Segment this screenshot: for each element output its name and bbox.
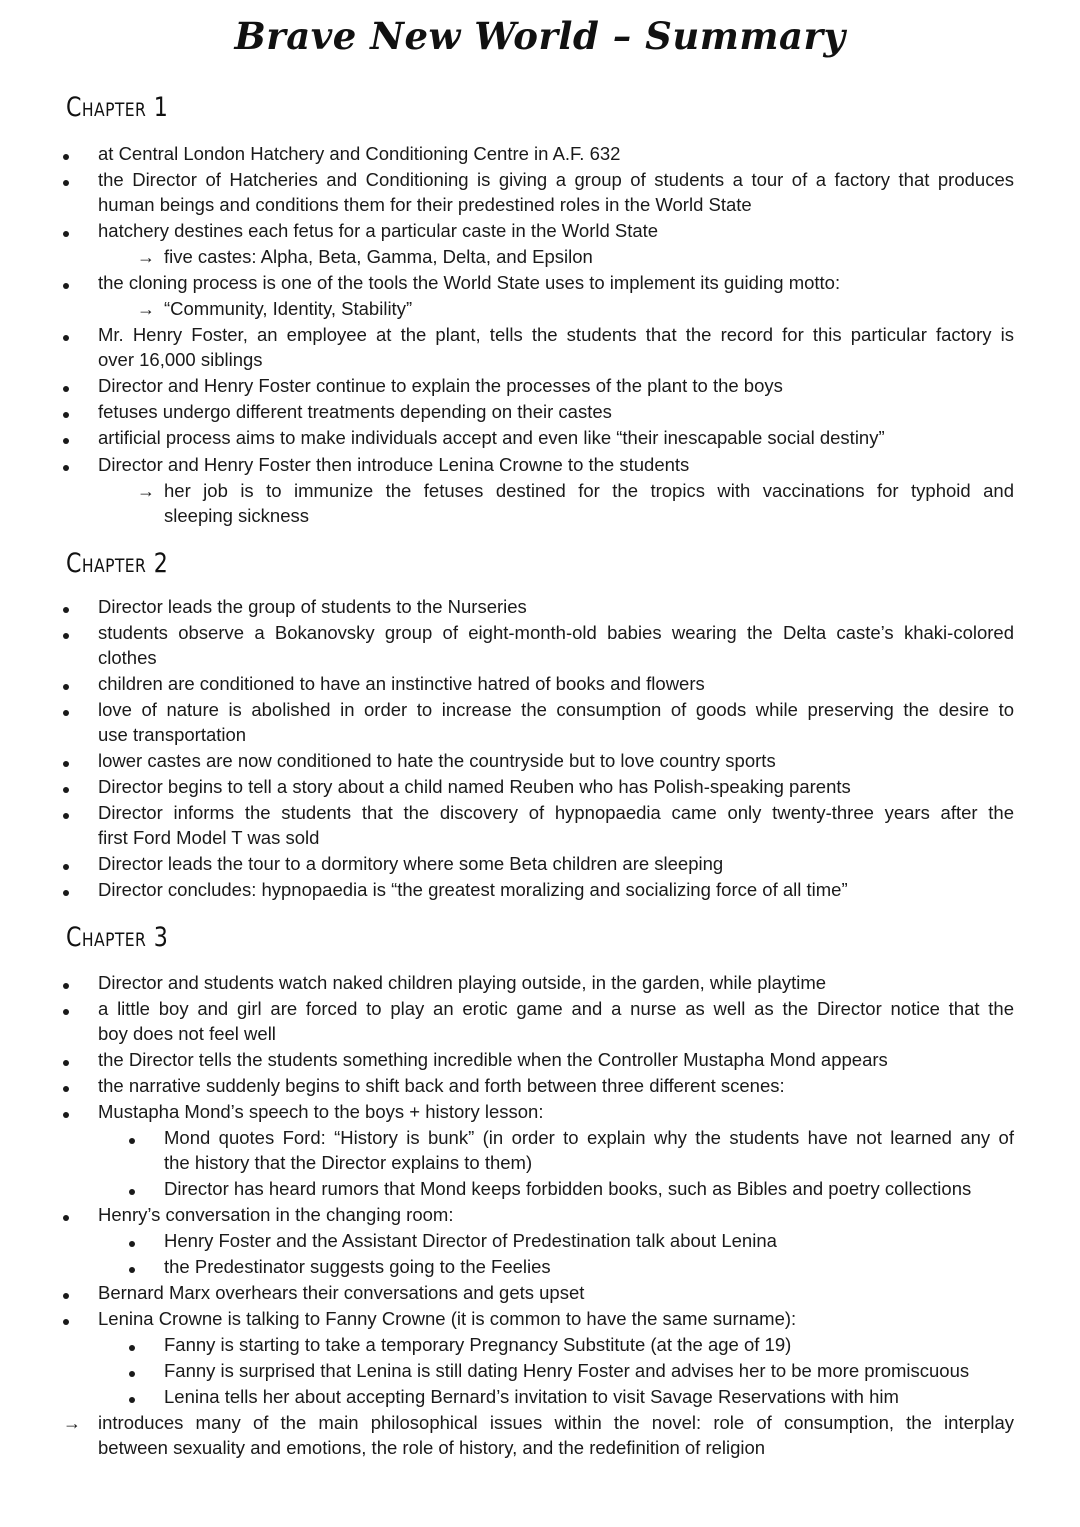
bullet	[63, 270, 69, 296]
list-item: fetuses undergo different treatments depending on their castes	[98, 401, 612, 422]
arrow-right-icon: →	[63, 1413, 81, 1433]
sub-bullet	[129, 1176, 135, 1202]
list-item: love of nature is abolished in order to increase the consumption of goods while preserving the desire to	[98, 699, 1014, 720]
list-item: lower castes are now conditioned to hate the countryside but to love country sports	[98, 750, 776, 771]
bullet	[63, 774, 69, 800]
list-item: the narrative suddenly begins to shift back and forth between three different scenes:	[98, 1075, 785, 1096]
chapter-heading: Chapter 1	[66, 92, 169, 123]
bullet	[63, 452, 69, 478]
bullet	[63, 218, 69, 244]
sub-list-item: “Community, Identity, Stability”	[164, 298, 413, 319]
list-item: Mustapha Mond’s speech to the boys + history lesson:	[98, 1101, 544, 1122]
bullet	[63, 877, 69, 903]
sub-list-item: the Predestinator suggests going to the Feelies	[164, 1256, 551, 1277]
list-item-continuation: boy does not feel well	[98, 1023, 276, 1044]
list-item-continuation: over 16,000 siblings	[98, 349, 263, 370]
sub-list-item: Fanny is starting to take a temporary Pregnancy Substitute (at the age of 19)	[164, 1334, 792, 1355]
bullet	[63, 970, 69, 996]
list-item: Director leads the tour to a dormitory where some Beta children are sleeping	[98, 853, 724, 874]
bullet	[63, 800, 69, 826]
list-item: Director and students watch naked children playing outside, in the garden, while playtime	[98, 972, 827, 993]
list-item: Lenina Crowne is talking to Fanny Crowne (it is common to have the same surname):	[98, 1308, 797, 1329]
list-item: the Director tells the students something incredible when the Controller Mustapha Mond appears	[98, 1049, 888, 1070]
list-item: Director begins to tell a story about a child named Reuben who has Polish-speaking parents	[98, 776, 851, 797]
list-item: at Central London Hatchery and Conditioning Centre in A.F. 632	[98, 143, 621, 164]
bullet	[63, 1047, 69, 1073]
arrow-right-icon: →	[137, 247, 155, 267]
list-item-continuation: clothes	[98, 647, 157, 668]
bullet	[63, 851, 69, 877]
list-item: students observe a Bokanovsky group of eight-month-old babies wearing the Delta caste’s khaki-colored	[98, 622, 1014, 643]
list-item: Bernard Marx overhears their conversations and gets upset	[98, 1282, 585, 1303]
sub-list-item: Henry Foster and the Assistant Director of Predestination talk about Lenina	[164, 1230, 777, 1251]
conclusion-item-continuation: between sexuality and emotions, the role of history, and the redefinition of religion	[98, 1437, 766, 1458]
bullet	[63, 399, 69, 425]
arrow-right-icon: →	[137, 299, 155, 319]
sub-list-item: Fanny is surprised that Lenina is still dating Henry Foster and advises her to be more promiscuous	[164, 1360, 970, 1381]
list-item-continuation: first Ford Model T was sold	[98, 827, 320, 848]
list-item: Director concludes: hypnopaedia is “the greatest moralizing and socializing force of all time”	[98, 879, 848, 900]
bullet	[63, 322, 69, 348]
bullet	[63, 996, 69, 1022]
bullet	[63, 167, 69, 193]
sub-bullet	[129, 1358, 135, 1384]
sub-list-item-continuation: sleeping sickness	[164, 505, 309, 526]
sub-list-item: Lenina tells her about accepting Bernard’s invitation to visit Savage Reservations with him	[164, 1386, 899, 1407]
list-item: Director and Henry Foster continue to explain the processes of the plant to the boys	[98, 375, 783, 396]
bullet	[63, 620, 69, 646]
sub-bullet	[129, 1125, 135, 1151]
chapter-heading: Chapter 3	[66, 922, 169, 953]
bullet	[63, 697, 69, 723]
bullet	[63, 373, 69, 399]
list-item: the cloning process is one of the tools the World State uses to implement its guiding motto:	[98, 272, 841, 293]
list-item-continuation: use transportation	[98, 724, 247, 745]
list-item: artificial process aims to make individuals accept and even like “their inescapable social destiny”	[98, 427, 885, 448]
sub-bullet	[129, 1384, 135, 1410]
sub-list-item: five castes: Alpha, Beta, Gamma, Delta, and Epsilon	[164, 246, 593, 267]
list-item-continuation: human beings and conditions them for their predestined roles in the World State	[98, 194, 752, 215]
list-item: the Director of Hatcheries and Conditioning is giving a group of students a tour of a factory that produces	[98, 169, 1014, 190]
bullet	[63, 748, 69, 774]
conclusion-item: introduces many of the main philosophical issues within the novel: role of consumption, the interplay	[98, 1412, 1014, 1433]
sub-bullet	[129, 1332, 135, 1358]
bullet	[63, 141, 69, 167]
list-item: a little boy and girl are forced to play an erotic game and a nurse as well as the Director notice that the	[98, 998, 1014, 1019]
document-title: Brave New World – Summary	[234, 14, 846, 58]
list-item: Director and Henry Foster then introduce Lenina Crowne to the students	[98, 454, 690, 475]
chapter-heading: Chapter 2	[66, 548, 169, 579]
arrow-right-icon: →	[137, 481, 155, 501]
sub-bullet	[129, 1228, 135, 1254]
list-item: Director informs the students that the discovery of hypnopaedia came only twenty-three years after the	[98, 802, 1014, 823]
list-item: hatchery destines each fetus for a particular caste in the World State	[98, 220, 659, 241]
bullet	[63, 594, 69, 620]
sub-list-item: Mond quotes Ford: “History is bunk” (in order to explain why the students have not learned any of	[164, 1127, 1014, 1148]
bullet	[63, 1202, 69, 1228]
list-item: Director leads the group of students to the Nurseries	[98, 596, 527, 617]
list-item: Henry’s conversation in the changing room:	[98, 1204, 454, 1225]
bullet	[63, 425, 69, 451]
bullet	[63, 671, 69, 697]
bullet	[63, 1306, 69, 1332]
sub-bullet	[129, 1254, 135, 1280]
sub-list-item: her job is to immunize the fetuses destined for the tropics with vaccinations for typhoid and	[164, 480, 1014, 501]
bullet	[63, 1280, 69, 1306]
sub-list-item-continuation: the history that the Director explains to them)	[164, 1152, 533, 1173]
bullet	[63, 1099, 69, 1125]
list-item: Mr. Henry Foster, an employee at the plant, tells the students that the record for this particular factory is	[98, 324, 1014, 345]
sub-list-item: Director has heard rumors that Mond keeps forbidden books, such as Bibles and poetry collections	[164, 1178, 972, 1199]
bullet	[63, 1073, 69, 1099]
list-item: children are conditioned to have an instinctive hatred of books and flowers	[98, 673, 705, 694]
